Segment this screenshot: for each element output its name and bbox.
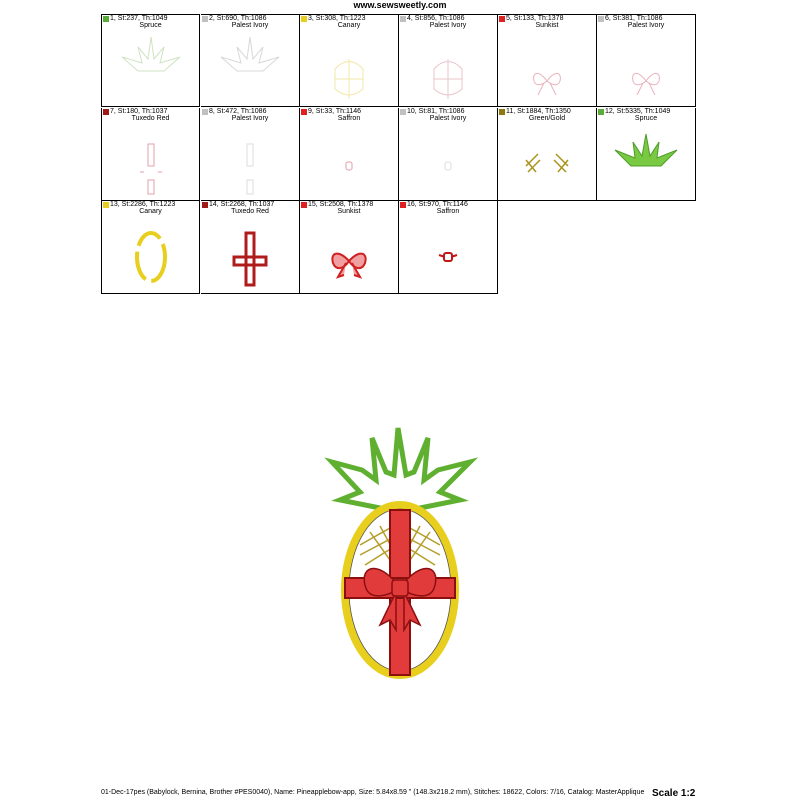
website-header: www.sewsweetly.com <box>353 0 447 10</box>
color-step-info: 5, St:133, Th:1378 <box>506 15 564 22</box>
color-step-info: 13, St:2286, Th:1223 <box>110 201 176 208</box>
thread-color-name: Canary <box>139 208 162 215</box>
color-step-cell <box>101 14 200 107</box>
thread-color-name: Spruce <box>634 115 658 122</box>
leaves-faint-icon <box>102 29 200 107</box>
color-step-info: 6, St:381, Th:1086 <box>605 15 663 22</box>
ribbon-outline-pink-icon <box>102 122 200 200</box>
thread-color-name: Tuxedo Red <box>231 208 269 215</box>
pineapple-outline-yellow-icon <box>300 29 399 107</box>
thread-color-name: Saffron <box>436 208 460 215</box>
color-step-info: 15, St:2508, Th:1378 <box>308 201 374 208</box>
color-step-info: 2, St:690, Th:1086 <box>209 15 267 22</box>
thread-color-name: Spruce <box>139 22 162 29</box>
color-step-info: 10, St:81, Th:1086 <box>407 108 465 115</box>
thread-color-name: Saffron <box>337 115 361 122</box>
bow-faint-pink-icon <box>597 29 696 107</box>
color-step-info: 12, St:5335, Th:1049 <box>605 108 671 115</box>
color-step-cell <box>597 108 696 201</box>
color-step-info: 7, St:180, Th:1037 <box>110 108 168 115</box>
crosshatch-icon <box>498 122 597 200</box>
pineapple-outline-pink-icon <box>399 29 498 107</box>
pineapple-bow-design <box>320 420 480 690</box>
color-step-info: 3, St:308, Th:1223 <box>308 15 366 22</box>
color-step-cell <box>201 14 300 107</box>
thread-color-name: Canary <box>337 22 361 29</box>
color-step-cell <box>498 14 597 107</box>
color-step-cell <box>201 108 300 201</box>
color-step-info: 11, St:1884, Th:1350 <box>506 108 571 115</box>
color-sequence-grid <box>101 14 698 293</box>
thread-color-name: Tuxedo Red <box>131 115 170 122</box>
thread-color-name: Palest Ivory <box>627 22 665 29</box>
color-step-info: 9, St:33, Th:1146 <box>308 108 362 115</box>
thread-color-name: Sunkist <box>535 22 559 29</box>
color-step-cell <box>101 201 200 294</box>
color-step-cell <box>300 108 399 201</box>
color-step-cell <box>399 201 498 294</box>
color-step-info: 16, St:970, Th:1146 <box>407 201 468 208</box>
color-step-cell <box>498 108 597 201</box>
color-step-info: 14, St:2268, Th:1037 <box>209 201 275 208</box>
color-step-cell <box>399 108 498 201</box>
knot-outline-icon <box>300 122 399 200</box>
color-step-cell <box>597 14 696 107</box>
ribbon-cross-red-icon <box>201 215 300 293</box>
scale-label: Scale 1:2 <box>652 788 696 799</box>
leaves-ivory-icon <box>201 29 300 107</box>
thread-color-name: Palest Ivory <box>231 22 269 29</box>
oval-yellow-icon <box>102 215 200 293</box>
thread-color-name: Sunkist <box>337 208 361 215</box>
color-step-cell <box>101 108 200 201</box>
thread-color-name: Palest Ivory <box>429 22 467 29</box>
color-step-cell <box>300 14 399 107</box>
knot-outline-faint-icon <box>399 122 498 200</box>
pineapple-leaves-icon <box>332 428 470 512</box>
thread-color-name: Palest Ivory <box>429 115 467 122</box>
knot-red-icon <box>399 215 498 293</box>
color-step-cell <box>300 201 399 294</box>
color-step-cell <box>399 14 498 107</box>
bow-red-icon <box>300 215 399 293</box>
color-step-cell <box>201 201 300 294</box>
footer-info: 01-Dec-17pes (Babylock, Bernina, Brother #PES0040), Name: Pineapplebow-app, Size: 5.84x8.59 " (148.3x218.2 mm), Stitches: 18622, Colors: 7/16, Catalog: MasterApplique <box>101 789 645 796</box>
thread-color-name: Palest Ivory <box>231 115 269 122</box>
color-step-info: 4, St:856, Th:1086 <box>407 15 465 22</box>
color-step-info: 1, St:237, Th:1049 <box>110 15 168 22</box>
color-step-info: 8, St:472, Th:1086 <box>209 108 267 115</box>
bow-faint-pink-icon <box>498 29 597 107</box>
thread-color-name: Green/Gold <box>528 115 566 122</box>
leaves-green-icon <box>597 122 696 200</box>
ribbon-outline-faint-icon <box>201 122 300 200</box>
